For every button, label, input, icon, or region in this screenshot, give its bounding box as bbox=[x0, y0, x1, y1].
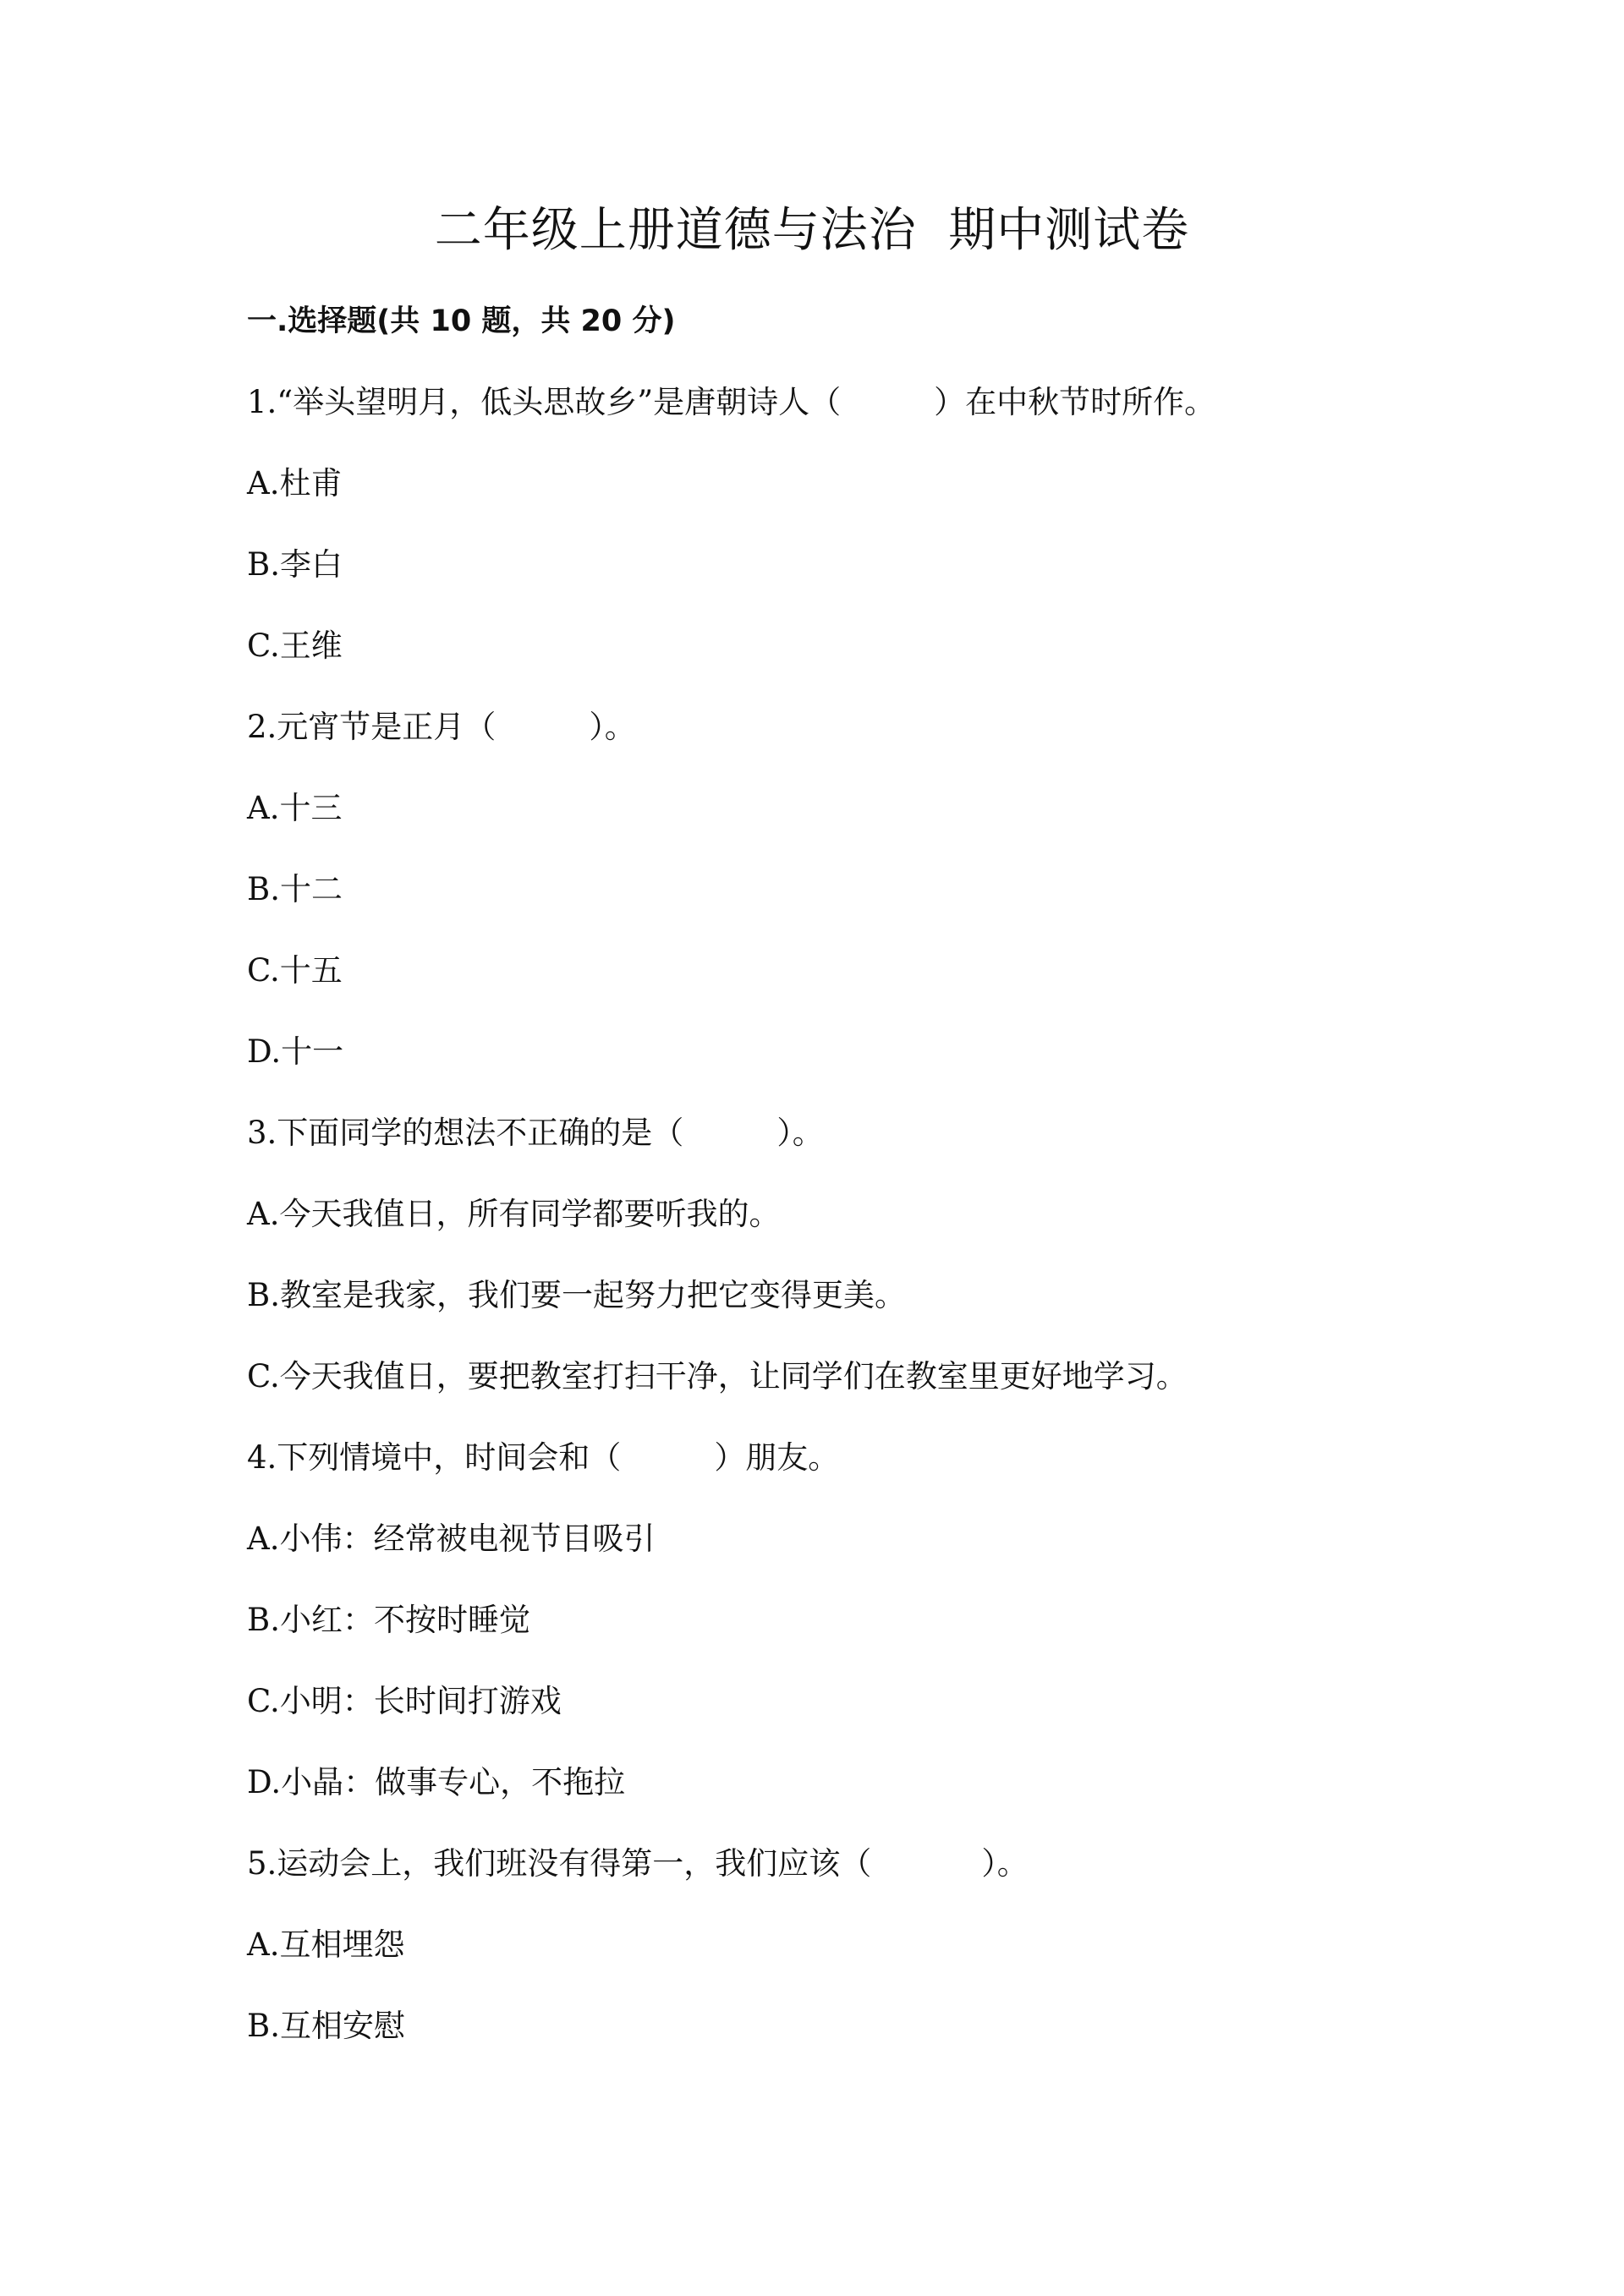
question-5-option-b: B.互相安慰 bbox=[247, 2008, 405, 2044]
question-stem-text: ）朋友。 bbox=[714, 1439, 840, 1476]
question-stem-text: 3.下面同学的想法不正确的是（ bbox=[247, 1115, 684, 1151]
question-stem-text: 5.运动会上，我们班没有得第一，我们应该（ bbox=[247, 1845, 872, 1882]
question-stem-text: ）在中秋节时所作。 bbox=[934, 384, 1216, 420]
question-3-stem bbox=[247, 1108, 824, 1159]
question-4-option-b: B.小红：不按时睡觉 bbox=[247, 1602, 530, 1638]
question-stem-text: ）。 bbox=[981, 1845, 1029, 1882]
question-1-stem bbox=[247, 377, 1215, 428]
page-title: 二年级上册道德与法治 期中测试卷 bbox=[434, 203, 1190, 258]
question-stem-text: 1.“举头望明月，低头思故乡”是唐朝诗人（ bbox=[247, 384, 842, 420]
question-1-option-a: A.杜甫 bbox=[247, 465, 343, 501]
question-stem-text: 4.下列情境中，时间会和（ bbox=[247, 1439, 622, 1476]
question-4-option-c: C.小明：长时间打游戏 bbox=[247, 1683, 562, 1719]
question-3-option-a: A.今天我值日，所有同学都要听我的。 bbox=[247, 1196, 781, 1232]
question-4-stem bbox=[247, 1433, 839, 1483]
question-1-option-c: C.王维 bbox=[247, 627, 343, 664]
question-5-option-a: A.互相埋怨 bbox=[247, 1926, 405, 1963]
question-stem-text: ）。 bbox=[776, 1115, 824, 1151]
question-2-option-d: D.十一 bbox=[247, 1033, 344, 1070]
question-2-option-a: A.十三 bbox=[247, 790, 343, 826]
question-2-option-b: B.十二 bbox=[247, 871, 343, 907]
question-3-option-b: B.教室是我家，我们要一起努力把它变得更美。 bbox=[247, 1277, 906, 1313]
question-2-stem bbox=[247, 702, 636, 753]
question-4-option-d: D.小晶：做事专心，不拖拉 bbox=[247, 1764, 626, 1800]
question-3-option-c: C.今天我值日，要把教室打扫干净，让同学们在教室里更好地学习。 bbox=[247, 1358, 1188, 1395]
question-stem-text: ）。 bbox=[589, 709, 636, 745]
question-5-stem bbox=[247, 1838, 1029, 1889]
question-1-option-b: B.李白 bbox=[247, 546, 343, 583]
question-4-option-a: A.小伟：经常被电视节目吸引 bbox=[247, 1521, 656, 1557]
section-heading: 一.选择题(共 10 题，共 20 分) bbox=[247, 304, 676, 338]
question-stem-text: 2.元宵节是正月（ bbox=[247, 709, 497, 745]
question-2-option-c: C.十五 bbox=[247, 952, 343, 989]
